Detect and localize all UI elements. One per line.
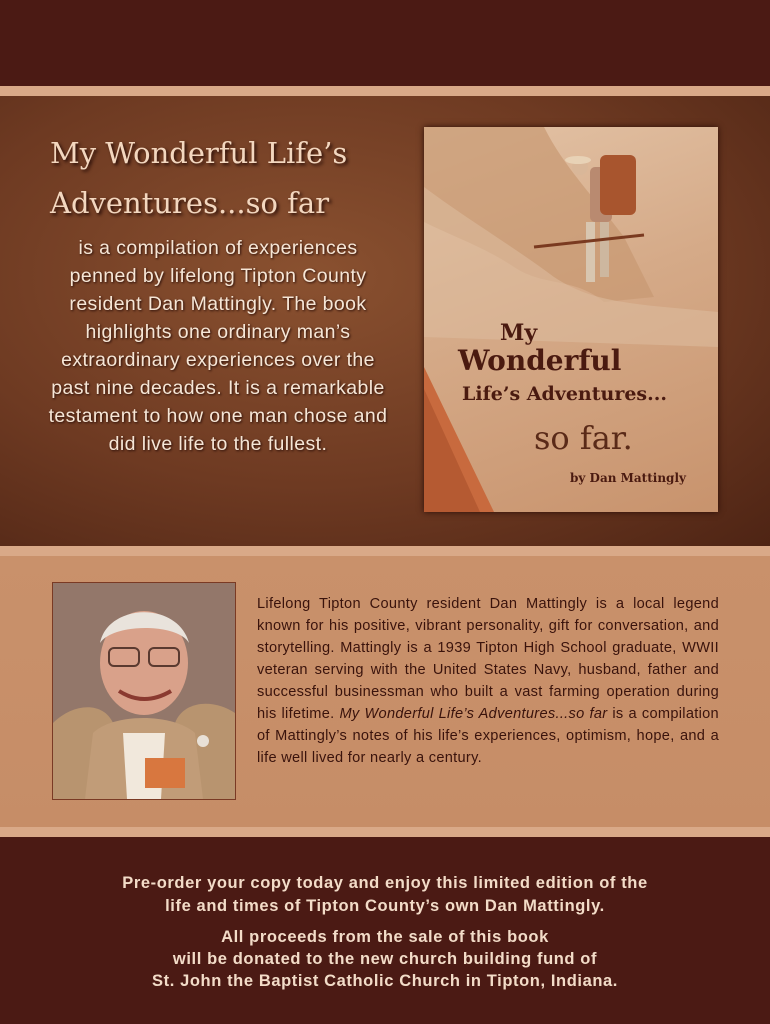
cover-title-line4: so far. bbox=[534, 419, 633, 457]
cover-title-line1: My bbox=[500, 320, 538, 346]
bio-text-part1: Lifelong Tipton County resident Dan Mattingly is a local legend known for his positive, vibrant personality, gift for conversation, and storytelling. Mattingly is a 1939 Tipton High School graduate, WWII veteran serving with the United States Navy, husband, father and successful businessman who built a vast farming operation during his lifetime. bbox=[257, 596, 719, 722]
donation-line1: All proceeds from the sale of this book bbox=[221, 928, 549, 946]
book-title-italic: My Wonderful Life’s Adventures...so far bbox=[339, 706, 608, 722]
hero-title-line2: Adventures...so far bbox=[50, 186, 330, 220]
hero-title-line1: My Wonderful Life’s bbox=[50, 136, 348, 170]
donation-message bbox=[60, 926, 710, 992]
hero-description: is a compilation of experiences penned by lifelong Tipton County resident Dan Mattingly. The book highlights one ordinary man’s extraordinary experiences over the past nine decades. It is a remarkable testament to how one man chose and did live life to the fullest. bbox=[48, 237, 388, 455]
divider-stripe bbox=[0, 827, 770, 837]
cover-author: by Dan Mattingly bbox=[570, 471, 686, 485]
cover-title-line3: Life’s Adventures... bbox=[462, 383, 667, 405]
donation-line3: St. John the Baptist Catholic Church in Tipton, Indiana. bbox=[152, 972, 618, 990]
book-cover-image bbox=[424, 127, 718, 512]
divider-stripe bbox=[0, 86, 770, 96]
portrait-illustration bbox=[53, 583, 235, 799]
preorder-message bbox=[60, 872, 710, 918]
donation-line2: will be donated to the new church building fund of bbox=[172, 950, 598, 968]
bio-text-part2: is a compilation of Mattingly’s notes of his life’s experiences, optimism, hope, and a life well lived for nearly a century. bbox=[257, 706, 719, 766]
top-band bbox=[0, 0, 770, 86]
preorder-line1: Pre-order your copy today and enjoy this limited edition of the bbox=[122, 874, 648, 892]
bio-paragraph bbox=[257, 593, 719, 769]
hero-title bbox=[50, 128, 395, 228]
divider-stripe bbox=[0, 546, 770, 556]
cover-title-line2: Wonderful bbox=[458, 344, 622, 377]
preorder-line2: life and times of Tipton County’s own Dan Mattingly. bbox=[165, 897, 605, 915]
author-photo bbox=[52, 582, 236, 800]
